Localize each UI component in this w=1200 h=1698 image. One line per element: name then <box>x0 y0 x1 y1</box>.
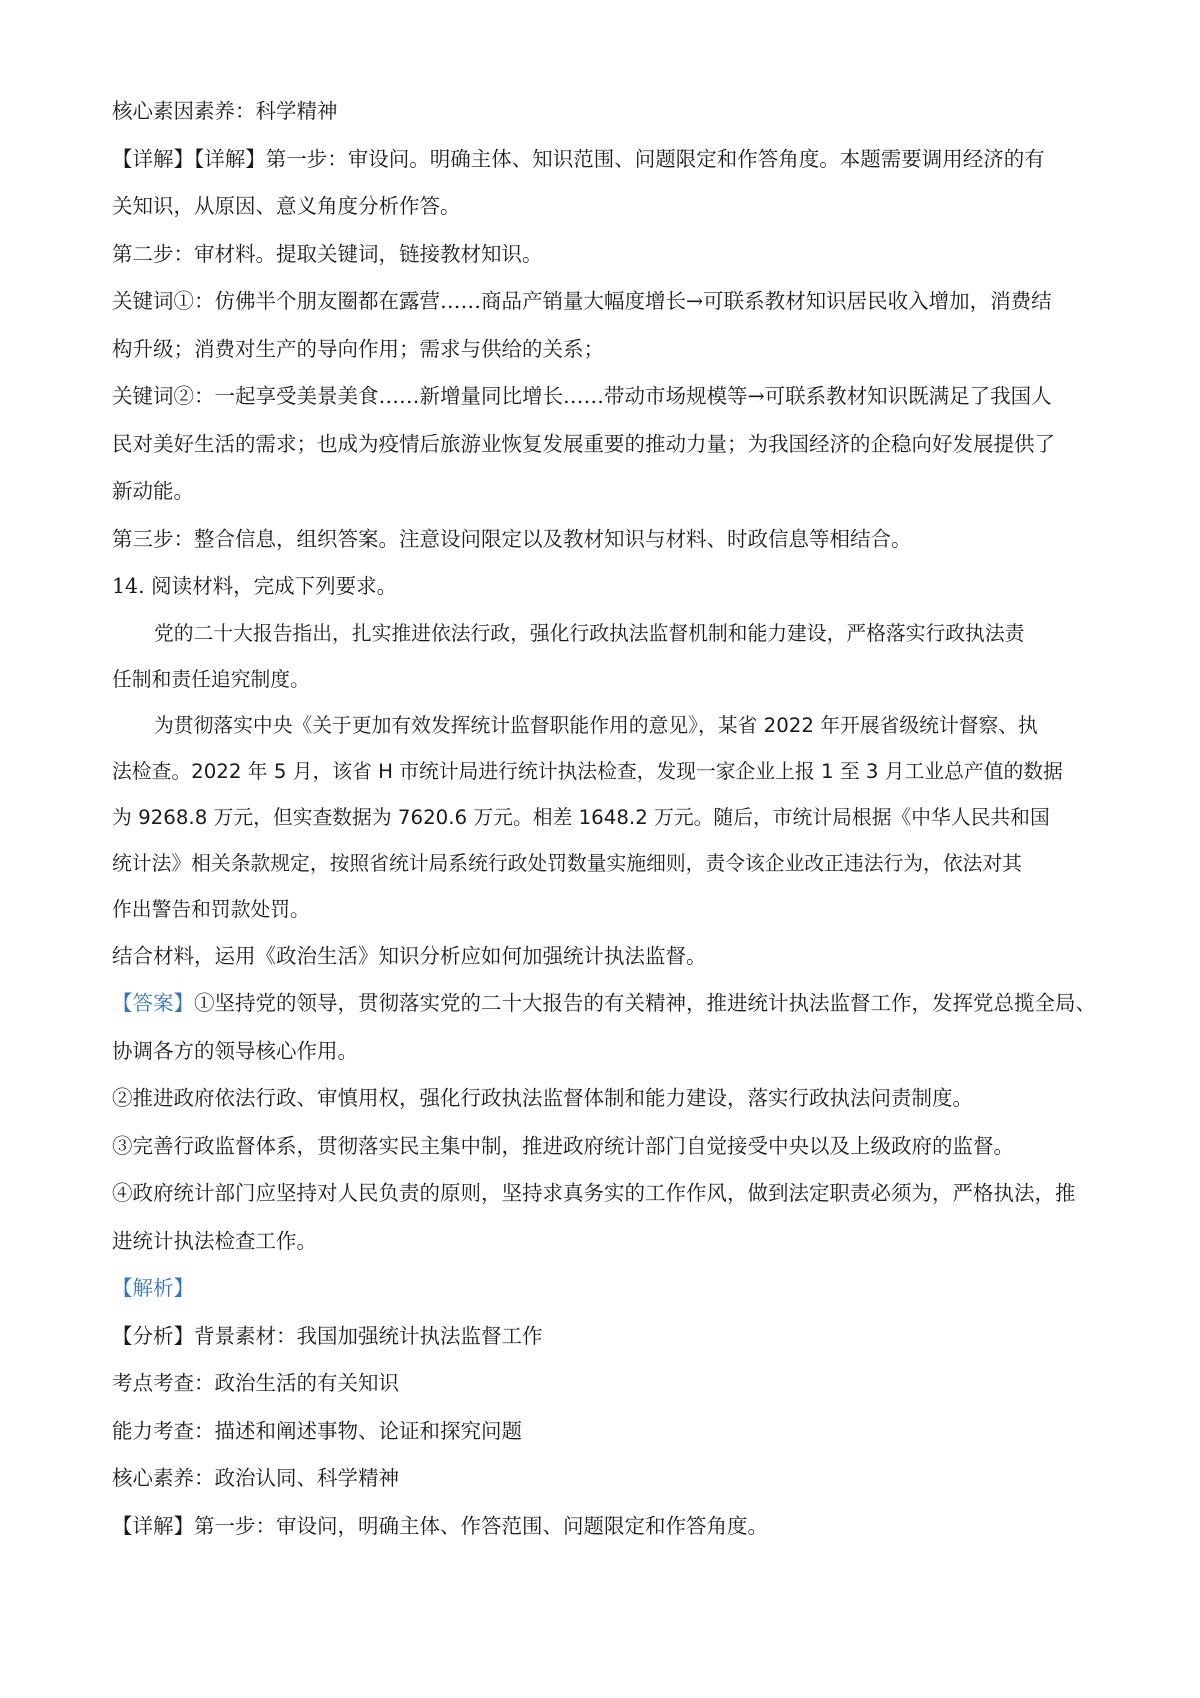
material-paragraph-1 <box>112 611 1097 703</box>
analysis-core-literacy-line: 核心素养：政治认同、科学精神 <box>112 1466 399 1490</box>
material-2-line-5: 作出警告和罚款处罚。 <box>112 897 310 921</box>
analysis-detail-step1-line: 【详解】第一步：审设问，明确主体、作答范围、问题限定和作答角度。 <box>112 1513 768 1538</box>
detail-step3-line: 第三步：整合信息，组织答案。注意设问限定以及教材知识与材料、时政信息等相结合。 <box>112 526 912 551</box>
material-2-line-1: 为贯彻落实中央《关于更加有效发挥统计监督职能作用的意见》，某省 2022 年开展省级统计督察、执 <box>154 713 1038 737</box>
material-paragraph-2 <box>112 703 1097 933</box>
document-page <box>112 88 1097 1550</box>
material-1-line-2: 任制和责任追究制度。 <box>112 667 310 691</box>
material-1-line-1: 党的二十大报告指出，扎实推进依法行政，强化行政执法监督机制和能力建设，严格落实行政执法责 <box>154 621 1025 645</box>
detail-step1-line-2: 关知识，从原因、意义角度分析作答。 <box>112 194 461 218</box>
material-2-line-4: 统计法》相关条款规定，按照省统计局系统行政处罚数量实施细则，责令该企业改正违法行为，依法对其 <box>112 851 1022 875</box>
detail-step2-line: 第二步：审材料。提取关键词，链接教材知识。 <box>112 241 543 266</box>
answer-line-4: ③完善行政监督体系，贯彻落实民主集中制，推进政府统计部门自觉接受中央以及上级政府的监督。 <box>112 1133 1014 1158</box>
answer-line-2: 协调各方的领导核心作用。 <box>112 1038 358 1063</box>
analysis-ability-line: 能力考查：描述和阐述事物、论证和探究问题 <box>112 1418 522 1443</box>
question-14-title: 14. 阅读材料，完成下列要求。 <box>112 574 398 598</box>
answer-line-5: ④政府统计部门应坚持对人民负责的原则，坚持求真务实的工作作风，做到法定职责必须为，严格执法，推 <box>112 1181 1076 1205</box>
material-2-line-3: 为 9268.8 万元，但实查数据为 7620.6 万元。相差 1648.2 万元。随后，市统计局根据《中华人民共和国 <box>112 805 1050 829</box>
keyword2-line-1: 关键词②：一起享受美景美食……新增量同比增长……带动市场规模等→可联系教材知识既满足了我国人 <box>112 384 1052 408</box>
answer-line-3: ②推进政府依法行政、审慎用权，强化行政执法监督体制和能力建设，落实行政执法问责制度。 <box>112 1086 973 1110</box>
keyword2-line-3: 新动能。 <box>112 479 194 503</box>
keyword1-line-1: 关键词①：仿佛半个朋友圈都在露营……商品产销量大幅度增长→可联系教材知识居民收入增加，消费结 <box>112 289 1052 313</box>
answer-1-text: ①坚持党的领导，贯彻落实党的二十大报告的有关精神，推进统计执法监督工作，发挥党总揽全局、 <box>194 991 1096 1015</box>
answer-tag: 【答案】 <box>112 991 194 1015</box>
answer-line-6: 进统计执法检查工作。 <box>112 1228 317 1253</box>
analysis-background-line: 【分析】背景素材：我国加强统计执法监督工作 <box>112 1323 543 1348</box>
material-2-line-2: 法检查。2022 年 5 月，该省 H 市统计局进行统计执法检查，发现一家企业上报 1 至 3 月工业总产值的数据 <box>112 759 1063 783</box>
core-literacy-line: 核心素因素养：科学精神 <box>112 99 338 123</box>
detail-step1-line-1: 【详解】【详解】第一步：审设问。明确主体、知识范围、问题限定和作答角度。本题需要调用经济的有 <box>112 146 1045 171</box>
answer-line-1 <box>112 980 1097 1028</box>
question-prompt: 结合材料，运用《政治生活》知识分析应如何加强统计执法监督。 <box>112 943 707 968</box>
keyword1-line-2: 构升级；消费对生产的导向作用；需求与供给的关系； <box>112 336 604 361</box>
keyword2-line-2: 民对美好生活的需求；也成为疫情后旅游业恢复发展重要的推动力量；为我国经济的企稳向好发展提供了 <box>112 431 1055 456</box>
analysis-tag: 【解析】 <box>112 1276 194 1300</box>
analysis-test-point-line: 考点考查：政治生活的有关知识 <box>112 1371 399 1395</box>
